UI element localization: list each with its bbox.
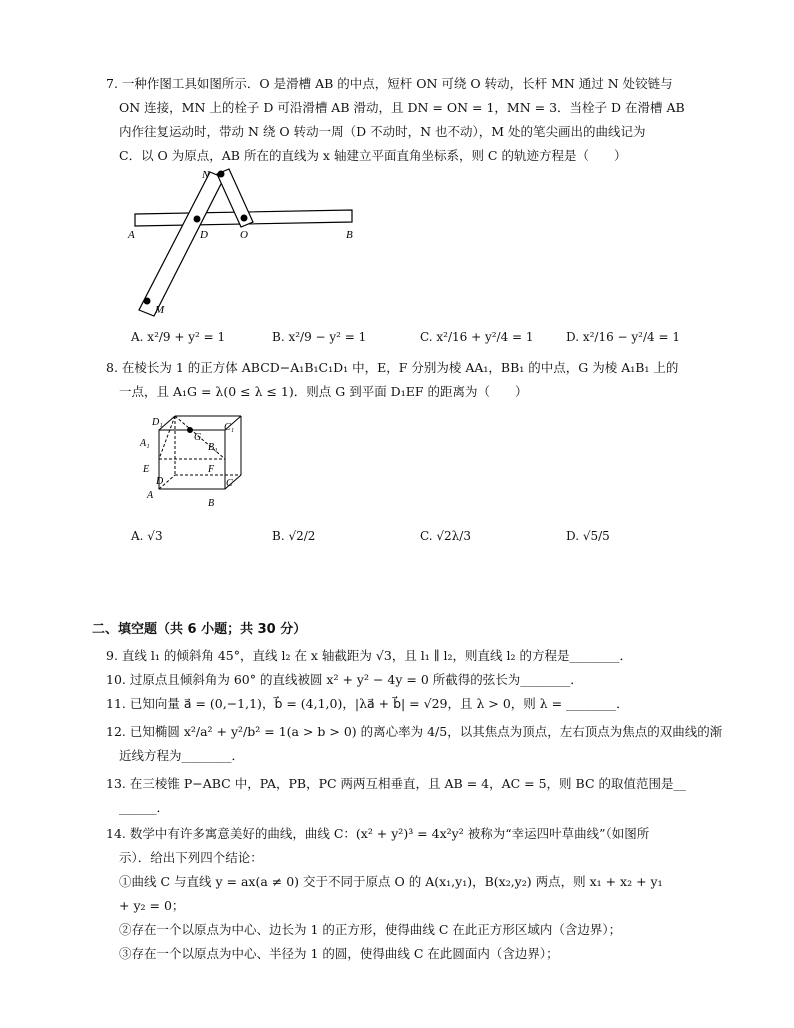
question-14-line-2: 示）．给出下列四个结论： <box>119 850 263 865</box>
question-11-text: 11. 已知向量 a⃗ = (0,−1,1)，b⃗ = (4,1,0)，|λa⃗ + b⃗| = √29，且 λ > 0，则 λ = ________． <box>106 696 629 711</box>
label-c: C <box>226 478 233 489</box>
section-2-title: 二、填空题（共 6 小题；共 30 分） <box>92 622 307 637</box>
point-g <box>187 427 193 433</box>
question-12-line-2: 近线方程为________． <box>119 748 245 763</box>
question-8 <box>106 356 706 404</box>
label-c1: C₁ <box>224 422 235 433</box>
label-b: B <box>346 229 353 241</box>
label-m: M <box>155 304 165 316</box>
q7-option-d[interactable]: D. x²/16 − y²/4 = 1 <box>566 330 680 344</box>
question-9 <box>106 644 706 668</box>
question-11 <box>106 692 706 716</box>
q8-option-a[interactable]: A. √3 <box>131 529 163 543</box>
question-7-line-1: 7. 一种作图工具如图所示．O 是滑槽 AB 的中点，短杆 ON 可绕 O 转动，长杆 MN 通过 N 处铰链与 <box>106 76 673 91</box>
q8-option-d[interactable]: D. √5/5 <box>566 529 610 543</box>
label-a: A <box>147 490 154 501</box>
label-d: D <box>156 476 164 487</box>
label-d: D <box>200 229 208 241</box>
label-b1: B₁ <box>208 442 218 453</box>
question-12-line-1: 12. 已知椭圆 x²/a² + y²/b² = 1(a > b > 0) 的离心率为 4/5，以其焦点为顶点，左右顶点为焦点的双曲线的渐 <box>106 724 723 739</box>
peg-d <box>194 216 201 223</box>
question-14-line-5: ②存在一个以原点为中心、边长为 1 的正方形，使得曲线 C 在此正方形区域内（含边界）； <box>119 922 622 937</box>
question-7-line-3: 内作往复运动时，带动 N 绕 O 转动一周（D 不动时，N 也不动），M 处的笔尖画出的曲线记为 <box>119 124 646 139</box>
label-d1: D₁ <box>152 417 163 428</box>
question-12 <box>106 720 723 768</box>
label-b: B <box>208 498 215 509</box>
question-13-line-1: 13. 在三棱锥 P−ABC 中，PA，PB，PC 两两互相垂直，且 AB = 4，AC = 5，则 BC 的取值范围是__ <box>106 776 686 791</box>
rod-mn <box>139 172 224 316</box>
question-13-line-2: ______． <box>119 800 170 815</box>
label-e: E <box>143 464 150 475</box>
q8-cube-figure <box>130 412 250 512</box>
q7-option-a[interactable]: A. x²/9 + y² = 1 <box>131 330 226 344</box>
question-8-line-1: 8. 在棱长为 1 的正方体 ABCD−A₁B₁C₁D₁ 中，E，F 分别为棱 AA₁，BB₁ 的中点，G 为棱 A₁B₁ 上的 <box>106 360 679 375</box>
question-8-options <box>131 529 691 551</box>
question-10 <box>106 668 706 692</box>
question-14 <box>106 822 706 966</box>
question-10-text: 10. 过原点且倾斜角为 60° 的直线被圆 x² + y² − 4y = 0 所截得的弦长为________． <box>106 672 583 687</box>
label-a: A <box>128 229 135 241</box>
q7-option-b[interactable]: B. x²/9 − y² = 1 <box>272 330 367 344</box>
label-o: O <box>240 229 248 241</box>
q8-option-c[interactable]: C. √2λ/3 <box>420 529 471 543</box>
question-14-line-6: ③存在一个以原点为中心、半径为 1 的圆，使得曲线 C 在此圆面内（含边界）； <box>119 946 559 961</box>
label-g: G <box>194 432 202 443</box>
question-8-line-2: 一点，且 A₁G = λ(0 ≤ λ ≤ 1)．则点 G 到平面 D₁EF 的距离为（ ） <box>119 384 528 399</box>
question-7 <box>106 72 706 168</box>
pen-m <box>144 298 151 305</box>
question-14-line-3: ①曲线 C 与直线 y = ax(a ≠ 0) 交于不同于原点 O 的 A(x₁,y₁)，B(x₂,y₂) 两点，则 x₁ + x₂ + y₁ <box>119 874 663 889</box>
question-14-line-1: 14. 数学中有许多寓意美好的曲线，曲线 C：(x² + y²)³ = 4x²y² 被称为“幸运四叶草曲线”（如图所 <box>106 826 650 841</box>
question-9-text: 9. 直线 l₁ 的倾斜角 45°，直线 l₂ 在 x 轴截距为 √3，且 l₁ ∥ l₂，则直线 l₂ 的方程是________． <box>106 648 632 663</box>
pivot-o <box>241 215 248 222</box>
question-7-line-2: ON 连接，MN 上的栓子 D 可沿滑槽 AB 滑动，且 DN = ON = 1，MN = 3．当栓子 D 在滑槽 AB <box>119 100 685 115</box>
label-f: F <box>208 464 215 475</box>
q8-option-b[interactable]: B. √2/2 <box>272 529 316 543</box>
label-n: N <box>202 169 210 181</box>
label-a1: A₁ <box>140 438 150 449</box>
question-7-options <box>131 330 691 352</box>
q7-option-c[interactable]: C. x²/16 + y²/4 = 1 <box>420 330 534 344</box>
q7-figure <box>120 166 370 322</box>
question-13 <box>106 772 706 820</box>
question-14-line-4: + y₂ = 0； <box>119 898 185 913</box>
question-7-line-4: C．以 O 为原点，AB 所在的直线为 x 轴建立平面直角坐标系，则 C 的轨迹方程是（ ） <box>119 148 627 163</box>
hinge-n <box>218 171 225 178</box>
